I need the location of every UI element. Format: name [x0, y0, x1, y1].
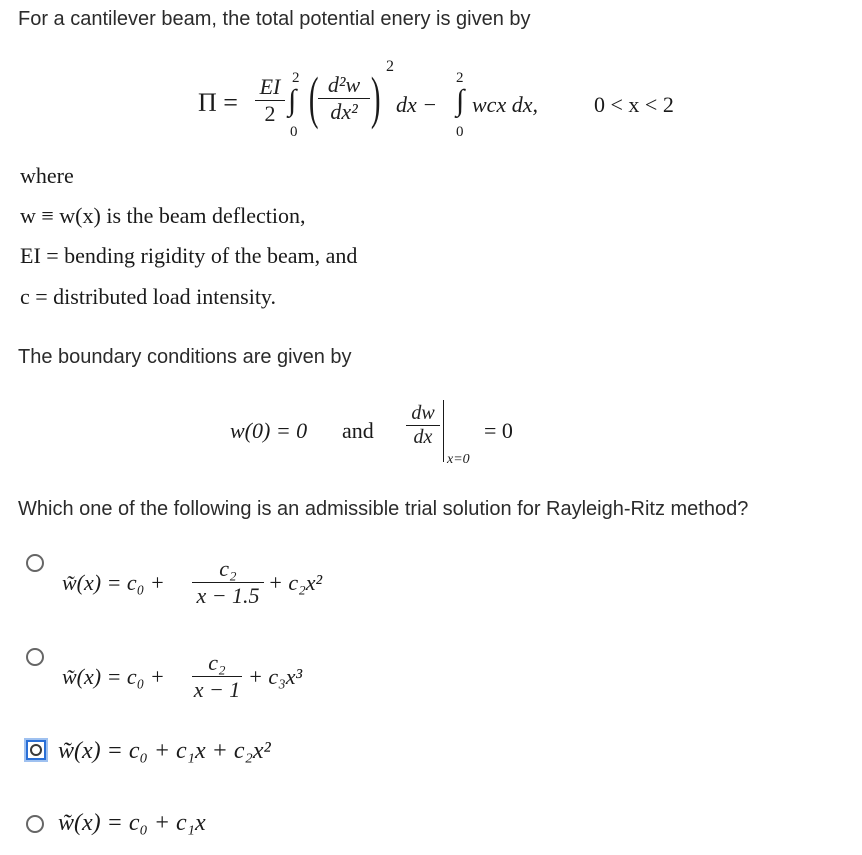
coef-den: 2: [255, 100, 285, 127]
def-load: c = distributed load intensity.: [20, 284, 276, 309]
int2-lower: 0: [456, 124, 464, 140]
option-2-den: x − 1: [193, 677, 241, 702]
bc-dnum: dw: [411, 402, 435, 424]
option-2-radio[interactable]: [26, 648, 44, 666]
int1-lower: 0: [290, 124, 298, 140]
option-2-lhs: w̃(x) = c₀ +: [62, 664, 165, 689]
int2-upper: 2: [456, 70, 464, 86]
bc-intro: The boundary conditions are given by: [18, 346, 352, 368]
option-1-frac: [192, 556, 264, 609]
option-4-radio[interactable]: [26, 815, 44, 833]
integral-sign-2: ∫: [456, 84, 465, 117]
bc-left: w(0) = 0: [230, 418, 308, 443]
option-1-lhs: w̃(x) = c₀ +: [62, 570, 165, 595]
eval-bar: [443, 400, 444, 462]
option-2-num: c₂: [208, 650, 226, 675]
def-deflection: w ≡ w(x) is the beam deflection,: [20, 203, 306, 228]
deriv-den: dx²: [318, 98, 370, 125]
domain: 0 < x < 2: [594, 92, 674, 117]
option-1-den: x − 1.5: [192, 582, 264, 609]
option-4-text: w̃(x) = c₀ + c₁x: [58, 810, 206, 836]
bc-eval: x=0: [447, 452, 470, 467]
int1-upper: 2: [292, 70, 300, 86]
bc-right: = 0: [484, 418, 513, 443]
intro-text: For a cantilever beam, the total potential enery is given by: [18, 8, 531, 30]
option-2-frac: [192, 650, 242, 703]
deriv-num: d²w: [327, 72, 361, 97]
option-3-text: w̃(x) = c₀ + c₁x + c₂x²: [58, 738, 271, 764]
option-3-radio[interactable]: [26, 740, 46, 760]
paren-close: ): [370, 65, 381, 130]
question-prompt: Which one of the following is an admissible trial solution for Rayleigh-Ritz method?: [18, 498, 749, 520]
bc-dden: dx: [406, 425, 440, 449]
paren-open: (: [308, 65, 319, 130]
coef-num: EI: [259, 74, 281, 99]
option-1-radio[interactable]: [26, 554, 44, 572]
option-1-num: c₂: [219, 556, 237, 581]
integral-sign-1: ∫: [288, 84, 297, 117]
dx-minus: dx −: [396, 92, 438, 117]
deriv-frac: [318, 72, 370, 125]
power: 2: [386, 58, 394, 75]
option-1-rhs: + c₂x²: [268, 570, 323, 595]
where-label: where: [20, 163, 74, 188]
integrand: wcx dx,: [472, 92, 538, 117]
bc-deriv: [406, 402, 440, 449]
def-rigidity: EI = bending rigidity of the beam, and: [20, 243, 358, 268]
coef-frac: [255, 74, 285, 127]
bc-and: and: [342, 418, 374, 443]
pi-lhs: Π =: [198, 88, 238, 117]
option-2-rhs: + c₃x³: [248, 664, 303, 689]
